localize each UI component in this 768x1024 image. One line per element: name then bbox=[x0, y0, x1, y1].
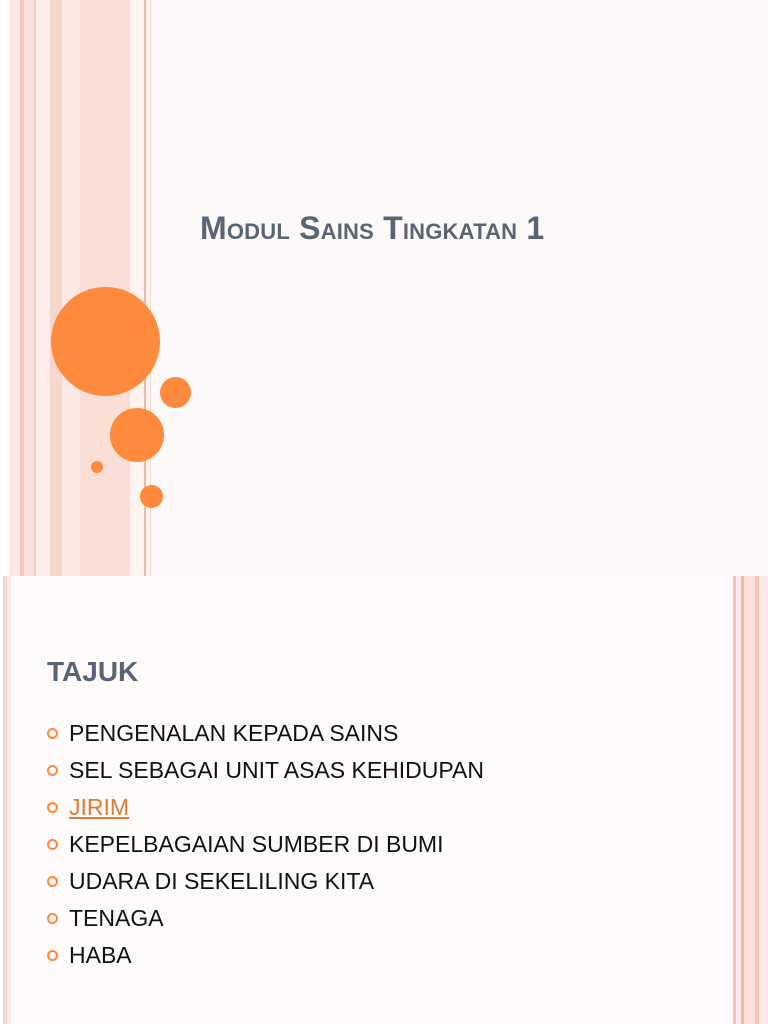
topic-link-jirim[interactable]: JIRIM bbox=[69, 794, 130, 820]
bullet-circle-icon bbox=[47, 765, 58, 776]
decorative-left-stripes bbox=[0, 576, 11, 1024]
list-item bbox=[47, 900, 484, 937]
topic-label: TENAGA bbox=[69, 905, 164, 931]
bullet-circle-icon bbox=[47, 728, 58, 739]
bullet-circle-icon bbox=[47, 802, 58, 813]
topic-label: KEPELBAGAIAN SUMBER DI BUMI bbox=[69, 831, 444, 857]
list-item bbox=[47, 826, 484, 863]
list-item bbox=[47, 863, 484, 900]
topics-list bbox=[47, 715, 484, 974]
topics-heading: TAJUK bbox=[47, 656, 139, 687]
topic-label: SEL SEBAGAI UNIT ASAS KEHIDUPAN bbox=[69, 757, 484, 783]
list-item bbox=[47, 752, 484, 789]
bullet-circle-icon bbox=[47, 913, 58, 924]
topic-label: HABA bbox=[69, 942, 132, 968]
decorative-circle-medium bbox=[110, 408, 164, 462]
slide-edge bbox=[0, 0, 8, 576]
decorative-circle-small bbox=[140, 485, 163, 508]
slide-topics bbox=[0, 576, 768, 1024]
list-item bbox=[47, 789, 484, 826]
topic-label: PENGENALAN KEPADA SAINS bbox=[69, 720, 399, 746]
decorative-circle-large bbox=[51, 287, 160, 396]
list-item bbox=[47, 715, 484, 752]
decorative-circle-small bbox=[160, 377, 191, 408]
bullet-circle-icon bbox=[47, 876, 58, 887]
list-item bbox=[47, 937, 484, 974]
bullet-circle-icon bbox=[47, 839, 58, 850]
decorative-circle-dot bbox=[91, 461, 103, 473]
decorative-stripe-band bbox=[10, 0, 145, 576]
slide-title: Modul Sains Tingkatan 1 bbox=[200, 210, 545, 246]
decorative-right-stripes bbox=[733, 576, 768, 1024]
bullet-circle-icon bbox=[47, 950, 58, 961]
topic-label: UDARA DI SEKELILING KITA bbox=[69, 868, 375, 894]
